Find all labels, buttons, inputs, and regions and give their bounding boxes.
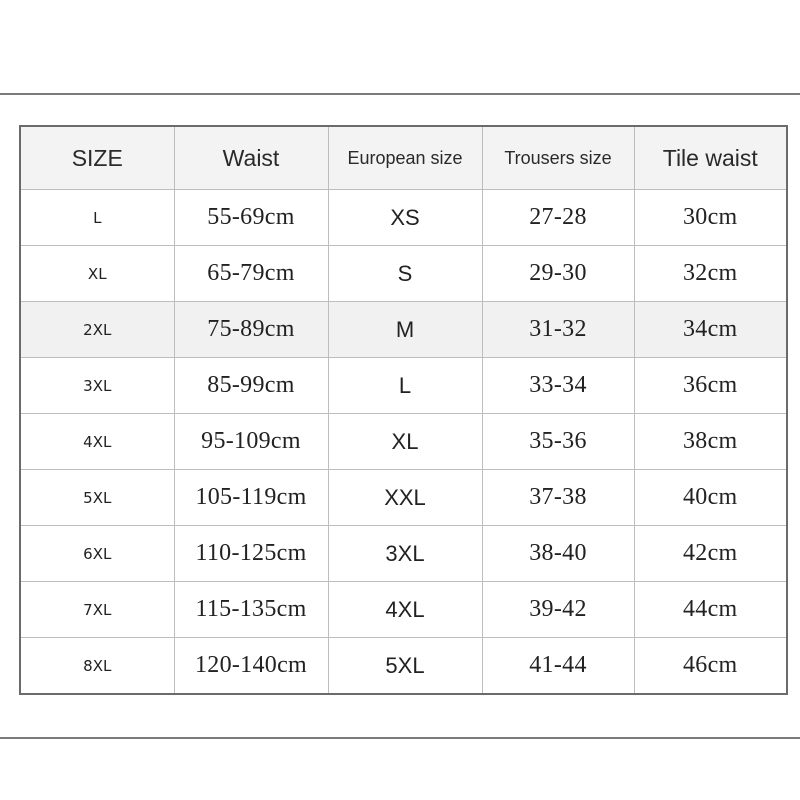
cell-tile-waist: 30cm [634,190,787,246]
size-chart-table [19,125,788,695]
cell-trousers-size: 39-42 [482,582,634,638]
table-row [20,582,787,638]
table-row [20,246,787,302]
cell-size: 6XL [20,526,174,582]
header-size: SIZE [20,126,174,190]
header-tile-waist: Tile waist [634,126,787,190]
cell-european-size: XXL [328,470,482,526]
cell-trousers-size: 35-36 [482,414,634,470]
cell-size: XL [20,246,174,302]
cell-size: 7XL [20,582,174,638]
cell-european-size: 3XL [328,526,482,582]
cell-trousers-size: 38-40 [482,526,634,582]
table-row [20,358,787,414]
table-body [20,190,787,695]
cell-waist: 95-109cm [174,414,328,470]
cell-trousers-size: 37-38 [482,470,634,526]
cell-waist: 75-89cm [174,302,328,358]
header-trousers-size: Trousers size [482,126,634,190]
cell-european-size: S [328,246,482,302]
table-row [20,190,787,246]
bottom-divider [0,737,800,739]
cell-european-size: XS [328,190,482,246]
cell-waist: 110-125cm [174,526,328,582]
cell-european-size: XL [328,414,482,470]
table-row [20,638,787,695]
cell-tile-waist: 38cm [634,414,787,470]
cell-size: 4XL [20,414,174,470]
header-row [20,126,787,190]
cell-tile-waist: 34cm [634,302,787,358]
cell-tile-waist: 32cm [634,246,787,302]
cell-trousers-size: 31-32 [482,302,634,358]
cell-waist: 55-69cm [174,190,328,246]
cell-tile-waist: 44cm [634,582,787,638]
table-row [20,470,787,526]
header-waist: Waist [174,126,328,190]
cell-tile-waist: 46cm [634,638,787,695]
table-row [20,526,787,582]
cell-size: L [20,190,174,246]
table-row [20,302,787,358]
cell-tile-waist: 36cm [634,358,787,414]
cell-trousers-size: 29-30 [482,246,634,302]
cell-tile-waist: 40cm [634,470,787,526]
cell-european-size: L [328,358,482,414]
cell-european-size: 4XL [328,582,482,638]
cell-waist: 105-119cm [174,470,328,526]
cell-waist: 85-99cm [174,358,328,414]
cell-size: 5XL [20,470,174,526]
cell-waist: 120-140cm [174,638,328,695]
header-european-size: European size [328,126,482,190]
cell-size: 2XL [20,302,174,358]
cell-trousers-size: 33-34 [482,358,634,414]
cell-waist: 65-79cm [174,246,328,302]
cell-european-size: M [328,302,482,358]
cell-tile-waist: 42cm [634,526,787,582]
cell-size: 8XL [20,638,174,695]
table-row [20,414,787,470]
top-divider [0,93,800,95]
cell-waist: 115-135cm [174,582,328,638]
cell-european-size: 5XL [328,638,482,695]
cell-size: 3XL [20,358,174,414]
cell-trousers-size: 41-44 [482,638,634,695]
table-header [20,126,787,190]
cell-trousers-size: 27-28 [482,190,634,246]
